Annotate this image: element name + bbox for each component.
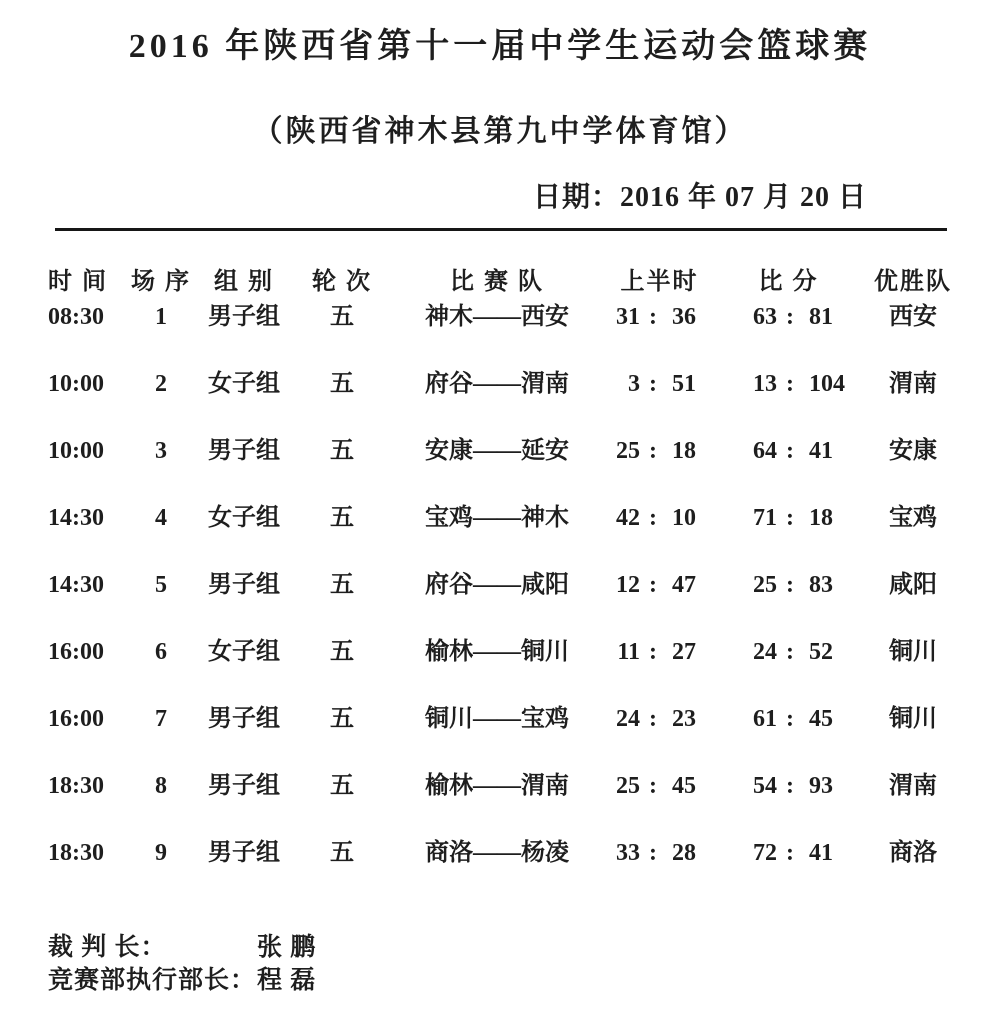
document-title: 2016 年陕西省第十一届中学生运动会篮球赛 bbox=[128, 28, 872, 65]
match-winner: 铜川 bbox=[889, 706, 937, 732]
halftime-score bbox=[602, 571, 717, 599]
halftime-score-home: 31 bbox=[616, 304, 640, 330]
halftime-score bbox=[602, 638, 717, 666]
column-header-time: 时 间 bbox=[48, 269, 108, 295]
match-group: 男子组 bbox=[208, 773, 280, 799]
final-score-colon: : bbox=[786, 505, 794, 531]
final-score-home: 13 bbox=[753, 371, 777, 397]
halftime-score bbox=[602, 839, 717, 867]
halftime-score bbox=[602, 504, 717, 532]
match-teams: 神木——西安 bbox=[425, 304, 569, 330]
table-header-row bbox=[0, 268, 966, 296]
final-score-home: 61 bbox=[753, 706, 777, 732]
match-round: 五 bbox=[330, 572, 354, 598]
match-number: 8 bbox=[155, 773, 167, 799]
match-number: 3 bbox=[155, 438, 167, 464]
match-group: 女子组 bbox=[208, 371, 280, 397]
final-score-away: 93 bbox=[809, 773, 833, 799]
halftime-score-away: 36 bbox=[672, 304, 696, 330]
column-header-match-no: 场 序 bbox=[131, 269, 191, 295]
match-group: 男子组 bbox=[208, 304, 280, 330]
halftime-score-home: 42 bbox=[616, 505, 640, 531]
match-winner: 安康 bbox=[889, 438, 937, 464]
match-time: 18:30 bbox=[48, 840, 104, 866]
match-time: 10:00 bbox=[48, 371, 104, 397]
table-row bbox=[0, 370, 966, 398]
halftime-score-colon: : bbox=[649, 639, 657, 665]
match-number: 7 bbox=[155, 706, 167, 732]
halftime-score-away: 27 bbox=[672, 639, 696, 665]
table-row bbox=[0, 504, 966, 532]
match-winner: 铜川 bbox=[889, 639, 937, 665]
halftime-score bbox=[602, 370, 717, 398]
final-score bbox=[717, 370, 860, 398]
final-score-colon: : bbox=[786, 304, 794, 330]
halftime-score-home: 12 bbox=[616, 572, 640, 598]
final-score bbox=[717, 638, 860, 666]
halftime-score-colon: : bbox=[649, 371, 657, 397]
match-time: 14:30 bbox=[48, 505, 104, 531]
final-score bbox=[717, 571, 860, 599]
table-row bbox=[0, 839, 966, 867]
halftime-score-colon: : bbox=[649, 438, 657, 464]
final-score-home: 54 bbox=[753, 773, 777, 799]
match-number: 4 bbox=[155, 505, 167, 531]
halftime-score-home: 11 bbox=[617, 639, 640, 665]
horizontal-divider bbox=[55, 228, 947, 231]
match-winner: 渭南 bbox=[889, 773, 937, 799]
column-header-score: 比 分 bbox=[758, 269, 819, 295]
table-row bbox=[0, 705, 966, 733]
final-score-home: 71 bbox=[753, 505, 777, 531]
final-score-away: 41 bbox=[809, 438, 833, 464]
venue-subtitle: （陕西省神木县第九中学体育馆） bbox=[252, 115, 748, 148]
halftime-score-away: 18 bbox=[672, 438, 696, 464]
final-score-home: 25 bbox=[753, 572, 777, 598]
match-time: 10:00 bbox=[48, 438, 104, 464]
halftime-score-away: 45 bbox=[672, 773, 696, 799]
match-round: 五 bbox=[330, 773, 354, 799]
match-teams: 商洛——杨凌 bbox=[425, 840, 569, 866]
referee-line bbox=[48, 934, 316, 962]
table-row bbox=[0, 638, 966, 666]
referee-name: 张 鹏 bbox=[257, 934, 317, 961]
halftime-score-away: 23 bbox=[672, 706, 696, 732]
match-time: 16:00 bbox=[48, 706, 104, 732]
final-score-away: 41 bbox=[809, 840, 833, 866]
final-score-colon: : bbox=[786, 572, 794, 598]
match-round: 五 bbox=[330, 505, 354, 531]
final-score-colon: : bbox=[786, 438, 794, 464]
halftime-score-away: 10 bbox=[672, 505, 696, 531]
match-group: 女子组 bbox=[208, 505, 280, 531]
final-score-away: 83 bbox=[809, 572, 833, 598]
match-time: 14:30 bbox=[48, 572, 104, 598]
column-header-teams: 比 赛 队 bbox=[450, 269, 544, 295]
halftime-score-away: 51 bbox=[672, 371, 696, 397]
final-score bbox=[717, 437, 860, 465]
match-number: 2 bbox=[155, 371, 167, 397]
match-round: 五 bbox=[330, 438, 354, 464]
match-teams: 榆林——渭南 bbox=[425, 773, 569, 799]
halftime-score-home: 3 bbox=[628, 371, 640, 397]
final-score-home: 63 bbox=[753, 304, 777, 330]
director-line bbox=[48, 967, 316, 995]
column-header-group: 组 别 bbox=[214, 269, 274, 295]
final-score bbox=[717, 303, 860, 331]
schedule-rows bbox=[0, 303, 966, 906]
director-label: 竞赛部执行部长： bbox=[48, 967, 257, 994]
match-round: 五 bbox=[330, 706, 354, 732]
halftime-score bbox=[602, 705, 717, 733]
match-group: 男子组 bbox=[208, 706, 280, 732]
table-row bbox=[0, 437, 966, 465]
final-score-home: 72 bbox=[753, 840, 777, 866]
halftime-score-colon: : bbox=[649, 505, 657, 531]
match-number: 5 bbox=[155, 572, 167, 598]
table-row bbox=[0, 571, 966, 599]
match-number: 9 bbox=[155, 840, 167, 866]
match-time: 16:00 bbox=[48, 639, 104, 665]
final-score-away: 81 bbox=[809, 304, 833, 330]
match-time: 08:30 bbox=[48, 304, 104, 330]
halftime-score-colon: : bbox=[649, 706, 657, 732]
final-score-away: 52 bbox=[809, 639, 833, 665]
match-group: 男子组 bbox=[208, 438, 280, 464]
final-score-away: 104 bbox=[809, 371, 845, 397]
match-teams: 府谷——咸阳 bbox=[425, 572, 569, 598]
halftime-score-home: 24 bbox=[616, 706, 640, 732]
director-name: 程 磊 bbox=[257, 967, 317, 994]
match-winner: 宝鸡 bbox=[889, 505, 937, 531]
halftime-score-home: 33 bbox=[616, 840, 640, 866]
final-score-colon: : bbox=[786, 371, 794, 397]
halftime-score-colon: : bbox=[649, 773, 657, 799]
halftime-score-colon: : bbox=[649, 840, 657, 866]
column-header-halftime: 上半时 bbox=[620, 269, 699, 295]
column-header-winner: 优胜队 bbox=[874, 269, 952, 295]
final-score-colon: : bbox=[786, 773, 794, 799]
match-winner: 咸阳 bbox=[889, 572, 937, 598]
final-score-colon: : bbox=[786, 639, 794, 665]
final-score bbox=[717, 504, 860, 532]
match-time: 18:30 bbox=[48, 773, 104, 799]
halftime-score bbox=[602, 303, 717, 331]
match-teams: 安康——延安 bbox=[425, 438, 569, 464]
table-row bbox=[0, 303, 966, 331]
halftime-score-away: 28 bbox=[672, 840, 696, 866]
halftime-score bbox=[602, 437, 717, 465]
match-round: 五 bbox=[330, 840, 354, 866]
halftime-score-colon: : bbox=[649, 304, 657, 330]
match-group: 男子组 bbox=[208, 572, 280, 598]
match-teams: 宝鸡——神木 bbox=[425, 505, 569, 531]
final-score bbox=[717, 705, 860, 733]
referee-label: 裁 判 长： bbox=[48, 934, 167, 961]
final-score bbox=[717, 839, 860, 867]
halftime-score-colon: : bbox=[649, 572, 657, 598]
match-round: 五 bbox=[330, 371, 354, 397]
date-line: 日期：2016 年 07 月 20 日 bbox=[533, 182, 868, 213]
match-round: 五 bbox=[330, 639, 354, 665]
halftime-score-away: 47 bbox=[672, 572, 696, 598]
match-round: 五 bbox=[330, 304, 354, 330]
match-group: 女子组 bbox=[208, 639, 280, 665]
table-row bbox=[0, 772, 966, 800]
match-number: 6 bbox=[155, 639, 167, 665]
halftime-score bbox=[602, 772, 717, 800]
final-score-away: 45 bbox=[809, 706, 833, 732]
final-score bbox=[717, 772, 860, 800]
column-header-round: 轮 次 bbox=[312, 269, 372, 295]
match-teams: 榆林——铜川 bbox=[425, 639, 569, 665]
match-teams: 府谷——渭南 bbox=[425, 371, 569, 397]
match-number: 1 bbox=[155, 304, 167, 330]
match-winner: 商洛 bbox=[889, 840, 937, 866]
match-winner: 西安 bbox=[889, 304, 937, 330]
halftime-score-home: 25 bbox=[616, 438, 640, 464]
match-teams: 铜川——宝鸡 bbox=[425, 706, 569, 732]
final-score-home: 24 bbox=[753, 639, 777, 665]
final-score-home: 64 bbox=[753, 438, 777, 464]
final-score-away: 18 bbox=[809, 505, 833, 531]
final-score-colon: : bbox=[786, 840, 794, 866]
match-winner: 渭南 bbox=[889, 371, 937, 397]
final-score-colon: : bbox=[786, 706, 794, 732]
match-group: 男子组 bbox=[208, 840, 280, 866]
halftime-score-home: 25 bbox=[616, 773, 640, 799]
